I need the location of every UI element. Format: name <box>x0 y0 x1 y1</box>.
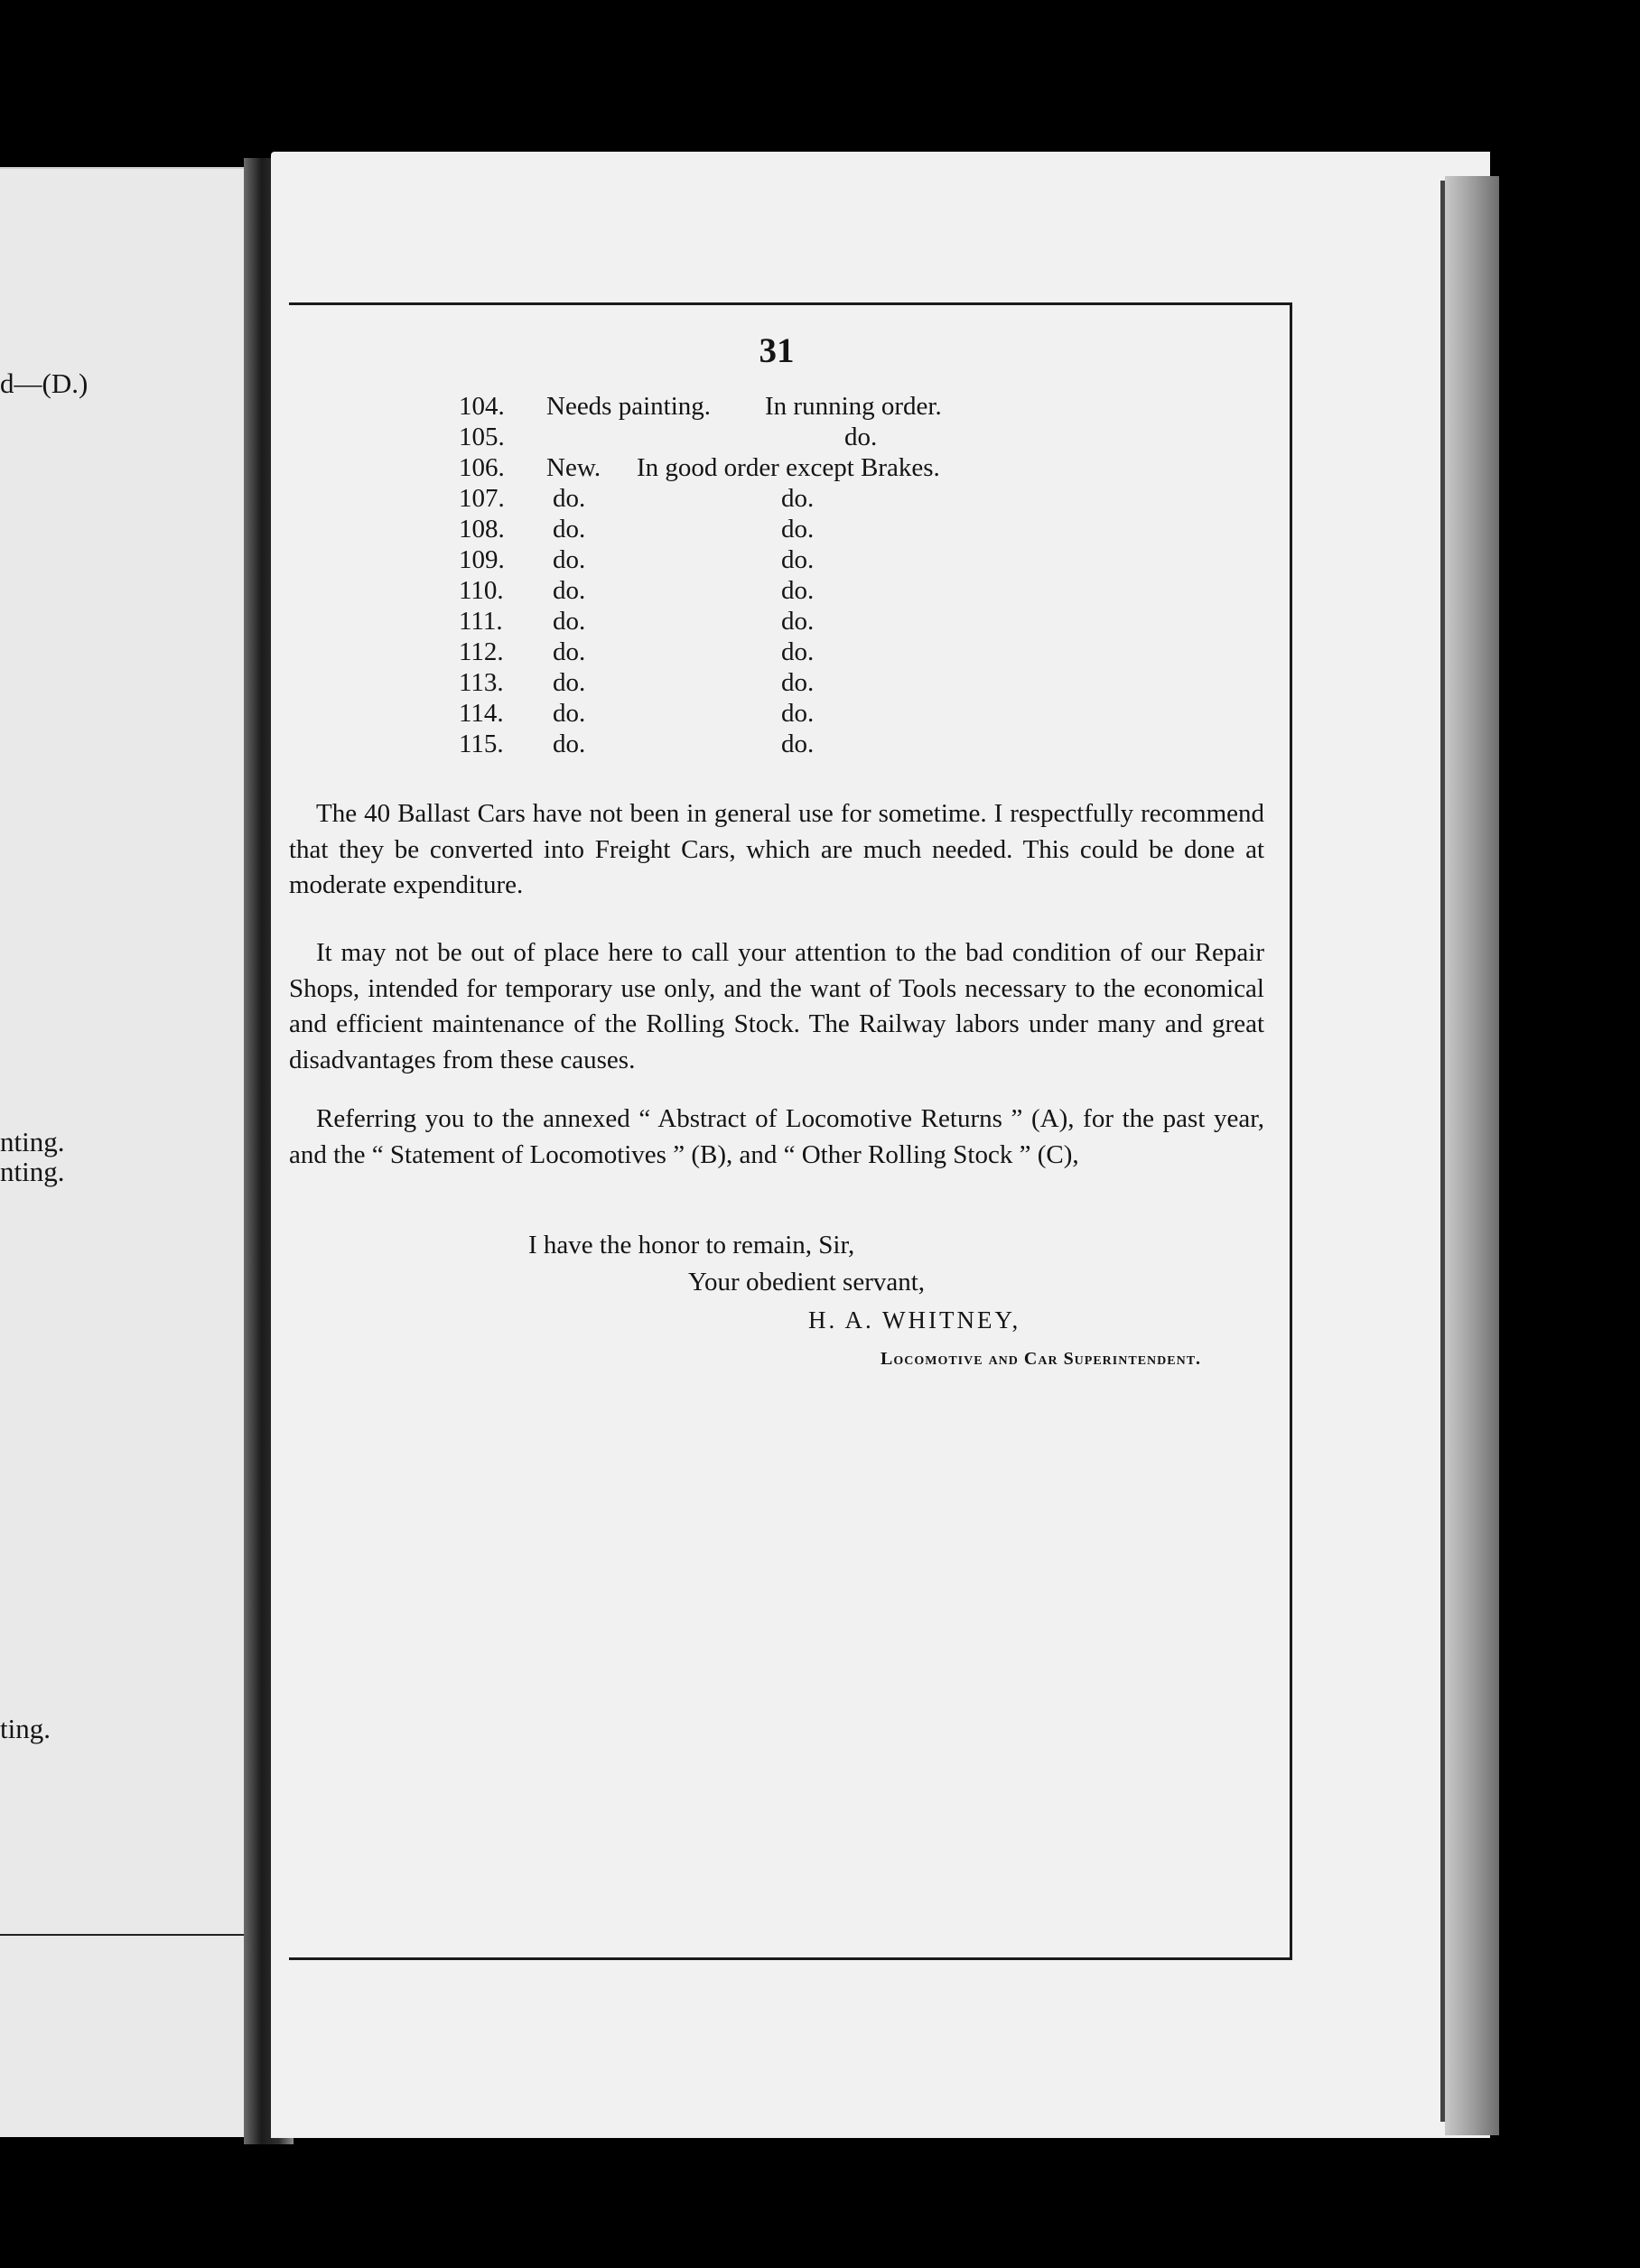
closing-line: I have the honor to remain, Sir, <box>528 1231 855 1259</box>
car-description: do. <box>553 515 586 544</box>
car-number: 107. <box>459 484 505 513</box>
car-number: 105. <box>459 423 505 451</box>
car-condition: do. <box>781 607 815 636</box>
car-number: 108. <box>459 515 505 544</box>
car-description: New. <box>546 453 601 482</box>
car-description: Needs painting. <box>546 392 712 421</box>
car-description: do. <box>553 607 586 636</box>
car-description: do. <box>553 637 586 666</box>
car-number: 106. <box>459 453 505 482</box>
car-condition: do. <box>781 730 815 758</box>
car-number: 112. <box>459 637 504 666</box>
car-number: 109. <box>459 545 505 574</box>
car-condition: do. <box>781 699 815 728</box>
car-condition: do. <box>781 576 815 605</box>
left-page-text-fragment: nting. <box>0 1126 65 1157</box>
car-number: 113. <box>459 668 504 697</box>
paragraph-annexed-returns: Referring you to the annexed “ Abstract of Locomotive Returns ” (A), for the past year, and the “ Statement of Locomotives ” (B), and “ Other Rolling Stock ” (C), <box>289 1104 1264 1169</box>
car-description: do. <box>553 545 586 574</box>
valediction: Your obedient servant, <box>688 1268 926 1297</box>
car-description: do. <box>553 484 586 513</box>
car-number: 111. <box>459 607 503 636</box>
car-condition: do. <box>781 668 815 697</box>
car-number: 114. <box>459 699 504 728</box>
car-number: 110. <box>459 576 504 605</box>
signer-name: H. A. WHITNEY, <box>808 1306 1021 1334</box>
left-page-heading-fragment: d—(D.) <box>0 367 89 399</box>
car-condition: do. <box>781 515 815 544</box>
left-page-text-fragment: nting. <box>0 1156 65 1187</box>
car-number: 115. <box>459 730 504 758</box>
car-condition: In running order. <box>765 392 942 421</box>
car-condition: do. <box>781 637 815 666</box>
left-page <box>0 167 244 2137</box>
paragraph-repair-shops: It may not be out of place here to call your attention to the bad condition of our Repair Shops, intended for temporary use only, and the want of Tools necessary to the economical and efficient maintenance of the Rolling Stock. The Railway labors under many and great disadvantages from these causes. <box>289 938 1264 1074</box>
car-description: do. <box>553 668 586 697</box>
car-condition: In good order except Brakes. <box>637 453 940 482</box>
car-condition: do. <box>844 423 878 451</box>
car-condition: do. <box>781 545 815 574</box>
left-page-text-fragment: ting. <box>0 1713 51 1744</box>
car-condition: do. <box>781 484 815 513</box>
page-edge-shadow <box>1440 181 1445 2122</box>
car-description: do. <box>553 576 586 605</box>
car-description: do. <box>553 730 586 758</box>
car-description: do. <box>553 699 586 728</box>
paragraph-ballast-cars: The 40 Ballast Cars have not been in general use for sometime. I respectfully recommend that they be converted into Freight Cars, which are much needed. This could be done at moderate expenditure. <box>289 799 1264 899</box>
page-number: 31 <box>759 331 795 370</box>
left-page-rule <box>0 1934 244 1936</box>
car-number: 104. <box>459 392 505 421</box>
page-edge <box>1445 176 1499 2135</box>
signer-title: Locomotive and Car Superintendent. <box>881 1349 1202 1369</box>
